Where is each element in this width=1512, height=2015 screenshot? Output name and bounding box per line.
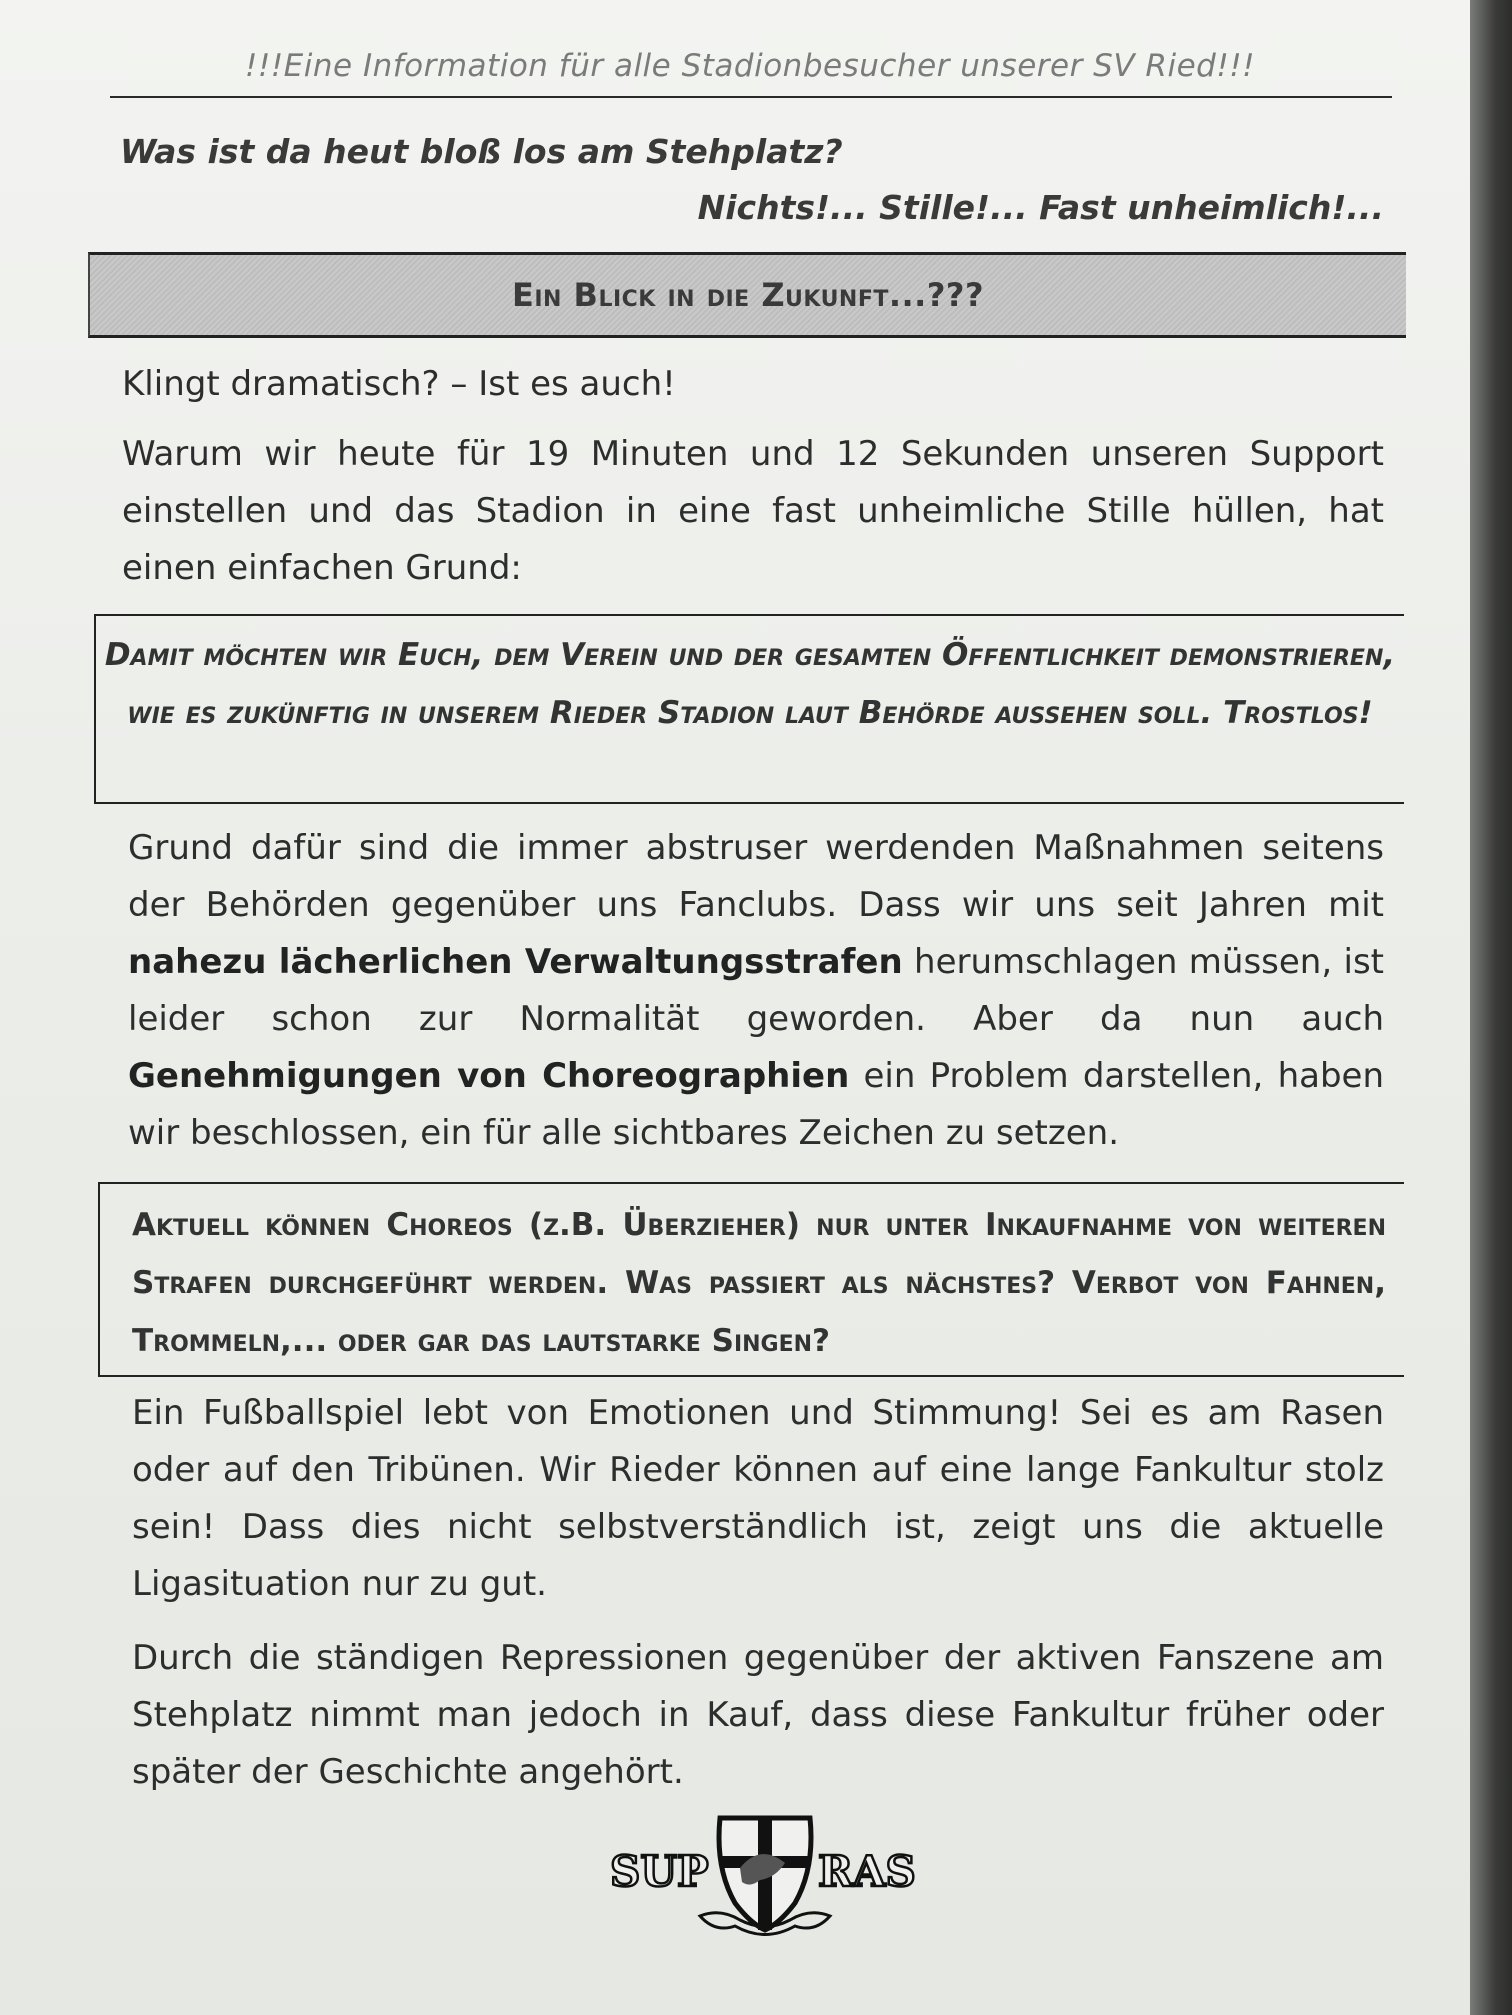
- highlight-box-1-text: Damit möchten wir Euch, dem Verein und der gesamten Öffentlichkeit demonstrieren, wie es zukünftig in unserem Rieder Stadion laut Behörde aussehen soll. Trostlos!: [104, 637, 1396, 731]
- paragraph-5: Durch die ständigen Repressionen gegenüber der aktiven Fanszene am Stehplatz nimmt man jedoch in Kauf, dass diese Fankultur früher oder später der Geschichte angehört.: [132, 1638, 1384, 1792]
- paragraph-3-part-a: Grund dafür sind die immer abstruser werdenden Maßnahmen seitens der Behörden gegenüber uns Fanclubs. Dass wir uns seit Jahren mit: [128, 828, 1384, 925]
- title-banner: [88, 252, 1406, 338]
- logo-right-text: RAS: [818, 1847, 916, 1896]
- paragraph-2: Warum wir heute für 19 Minuten und 12 Sekunden unseren Support einstellen und das Stadion in eine fast unheimliche Stille hüllen, hat einen einfachen Grund:: [122, 434, 1384, 588]
- paragraph-3-bold-2: Genehmigungen von Choreographien: [128, 1056, 850, 1096]
- highlight-box-1: [94, 614, 1404, 804]
- logo-left-text: SUP: [610, 1847, 709, 1896]
- paragraph-3-part-c: herumschlagen müssen, ist leider schon zur Normalität geworden. Aber da nun auch: [128, 942, 1384, 1039]
- header-divider: [110, 96, 1392, 98]
- intro-answer: Nichts!... Stille!... Fast unheimlich!...: [697, 188, 1384, 227]
- highlight-box-2-text: Aktuell können Choreos (z.B. Überzieher) nur unter Inkaufnahme von weiteren Strafen durchgeführt werden. Was passiert als nächstes? Verbot von Fahnen, Trommeln,... oder gar das lautstarke Singen?: [132, 1207, 1386, 1359]
- paragraph-4: Ein Fußballspiel lebt von Emotionen und Stimmung! Sei es am Rasen oder auf den Tribünen. Wir Rieder können auf eine lange Fankultur stolz sein! Dass dies nicht selbstverständlich ist, zeigt uns die aktuelle Ligasituation nur zu gut.: [132, 1393, 1384, 1604]
- supras-logo: [600, 1808, 930, 1938]
- highlight-box-2: [98, 1182, 1404, 1377]
- background-edge: [1470, 0, 1512, 2015]
- paragraph-1: Klingt dramatisch? – Ist es auch!: [122, 364, 676, 404]
- header-info-line: !!!Eine Information für alle Stadionbesucher unserer SV Ried!!!: [244, 48, 1256, 84]
- paragraph-3: [128, 820, 1384, 1162]
- paragraph-3-bold-1: nahezu lächerlichen Verwaltungsstrafen: [128, 942, 903, 982]
- title-text: Ein Blick in die Zukunft...???: [511, 276, 985, 314]
- intro-question: Was ist da heut bloß los am Stehplatz?: [120, 132, 843, 171]
- paragraph-3-part-e: ein Problem darstellen, haben wir beschlossen, ein für alle sichtbares Zeichen zu setzen.: [128, 1056, 1385, 1153]
